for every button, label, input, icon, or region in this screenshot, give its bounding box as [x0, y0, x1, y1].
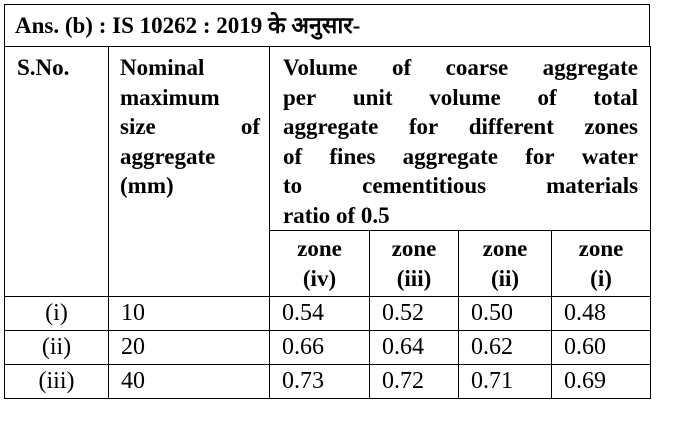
row-sno: (ii) — [5, 331, 109, 365]
header-size-line — [120, 112, 260, 142]
header-volume-word: of — [537, 84, 557, 110]
header-zone-iii — [370, 231, 459, 297]
row-value-zone-ii: 0.50 — [459, 297, 552, 331]
header-zone-iv — [270, 231, 370, 297]
header-volume-word: fines — [329, 143, 376, 169]
answer-heading: Ans. (b) : IS 10262 : 2019 के अनुसार- — [4, 4, 650, 46]
header-volume-word: coarse — [445, 55, 509, 80]
header-volume — [270, 47, 651, 231]
header-zone-i — [552, 231, 651, 297]
zone-numeral: (iv) — [302, 265, 337, 291]
header-volume-word: unit — [352, 84, 393, 110]
header-volume-line — [283, 53, 638, 83]
zone-word: zone — [297, 236, 342, 261]
aggregate-volume-table — [4, 46, 651, 399]
header-volume-word: zones — [584, 114, 638, 139]
header-volume-word: cementitious — [362, 173, 487, 198]
row-value-zone-iv: 0.54 — [270, 297, 370, 331]
header-volume-word: for — [408, 114, 439, 139]
row-value-zone-i: 0.60 — [552, 331, 651, 365]
header-sno: S.No. — [5, 47, 109, 297]
header-volume-line — [283, 83, 638, 113]
zone-word: zone — [578, 236, 624, 261]
header-volume-word: aggregate — [542, 55, 638, 80]
row-sno: (i) — [5, 297, 109, 331]
header-zone-ii — [459, 231, 552, 297]
header-nominal-size — [109, 47, 270, 297]
header-volume-word: materials — [546, 173, 639, 198]
header-volume-word: total — [593, 84, 638, 110]
row-value-zone-ii: 0.62 — [459, 331, 552, 365]
row-value-zone-iv: 0.73 — [270, 365, 370, 399]
header-volume-word: volume — [429, 84, 501, 110]
zone-numeral: (iii) — [396, 265, 432, 291]
header-volume-word: for — [525, 143, 555, 169]
table-row — [5, 297, 651, 331]
row-size: 10 — [109, 297, 270, 331]
header-volume-word: Volume — [283, 55, 358, 80]
header-size-word: size — [120, 114, 156, 139]
row-value-zone-i: 0.48 — [552, 297, 651, 331]
header-volume-word: of — [392, 55, 412, 80]
row-value-zone-ii: 0.71 — [459, 365, 552, 399]
header-volume-word: aggregate — [402, 143, 498, 169]
row-size: 40 — [109, 365, 270, 399]
header-volume-line: ratio of 0.5 — [283, 202, 390, 228]
answer-table-card — [4, 4, 650, 393]
header-size-line: maximum — [120, 84, 220, 110]
row-value-zone-i: 0.69 — [552, 365, 651, 399]
header-volume-line — [283, 142, 638, 172]
table-row — [5, 331, 651, 365]
header-volume-word: aggregate — [283, 114, 379, 139]
header-volume-word: of — [283, 143, 303, 169]
row-value-zone-iii: 0.52 — [370, 297, 459, 331]
zone-numeral: (ii) — [490, 265, 520, 291]
header-volume-word: to — [283, 173, 303, 198]
header-size-line: Nominal — [120, 55, 205, 80]
row-size: 20 — [109, 331, 270, 365]
header-size-line: aggregate — [120, 143, 216, 169]
header-size-word: of — [240, 114, 260, 139]
header-volume-line — [283, 171, 638, 201]
header-size-line: (mm) — [120, 173, 174, 198]
zone-word: zone — [482, 236, 528, 261]
zone-numeral: (i) — [590, 265, 612, 291]
row-sno: (iii) — [5, 365, 109, 399]
header-row — [5, 47, 651, 231]
row-value-zone-iii: 0.72 — [370, 365, 459, 399]
header-volume-word: per — [283, 84, 317, 110]
row-value-zone-iv: 0.66 — [270, 331, 370, 365]
header-volume-word: water — [581, 143, 638, 169]
zone-word: zone — [391, 236, 437, 261]
row-value-zone-iii: 0.64 — [370, 331, 459, 365]
header-volume-word: different — [468, 114, 554, 139]
header-volume-line — [283, 112, 638, 142]
table-row — [5, 365, 651, 399]
